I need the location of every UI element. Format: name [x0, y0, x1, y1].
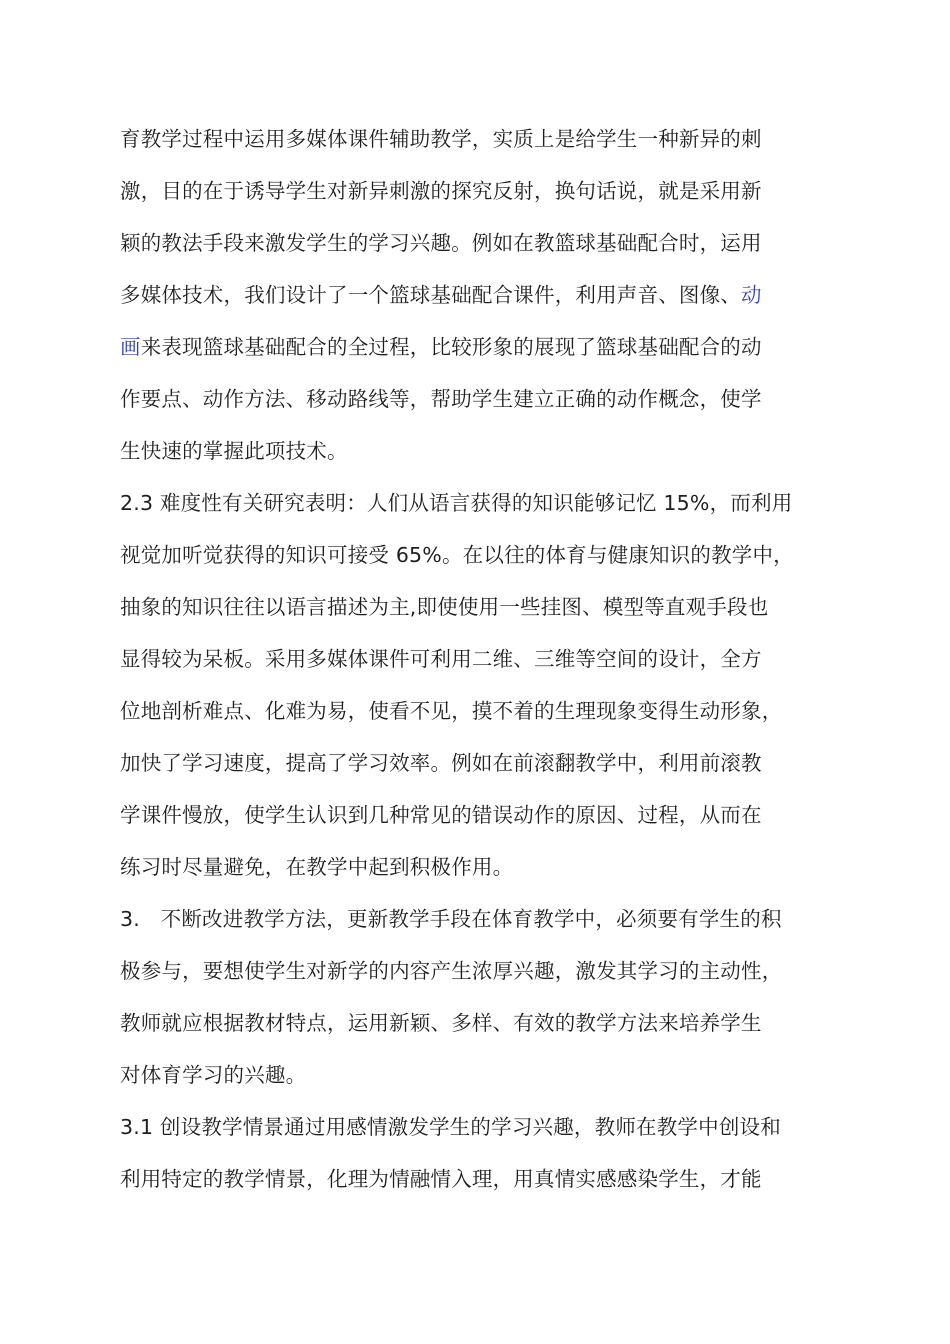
text-line: 学课件慢放，使学生认识到几种常见的错误动作的原因、过程，从而在	[120, 803, 762, 827]
text-line	[120, 332, 840, 362]
text-line: 练习时尽量避免，在教学中起到积极作用。	[120, 855, 514, 879]
text-line: 对体育学习的兴趣。	[120, 1063, 307, 1087]
text-line: 生快速的掌握此项技术。	[120, 439, 348, 463]
text-line: 视觉加听觉获得的知识可接受 65%。在以往的体育与健康知识的教学中，	[120, 543, 794, 567]
text-line: 育教学过程中运用多媒体课件辅助教学，实质上是给学生一种新异的刺	[120, 127, 762, 151]
text-line: 作要点、动作方法、移动路线等，帮助学生建立正确的动作概念，使学	[120, 387, 762, 411]
section-heading-3-1: 3.1 创设教学情景通过用感情激发学生的学习兴趣，教师在教学中创设和	[120, 1115, 781, 1139]
animation-link-part-1[interactable]: 动	[741, 283, 762, 307]
text-line: 颖的教法手段来激发学生的学习兴趣。例如在教篮球基础配合时，运用	[120, 231, 762, 255]
animation-link-part-2[interactable]: 画	[120, 335, 141, 359]
text-line: 利用特定的教学情景，化理为情融情入理，用真情实感感染学生，才能	[120, 1167, 762, 1191]
section-heading-3: 3. 不断改进教学方法，更新教学手段在体育教学中，必须要有学生的积	[120, 907, 782, 931]
section-heading-2-3: 2.3 难度性有关研究表明：人们从语言获得的知识能够记忆 15%，而利用	[120, 491, 793, 515]
text-line: 位地剖析难点、化难为易，使看不见，摸不着的生理现象变得生动形象，	[120, 699, 783, 723]
text-line: 教师就应根据教材特点，运用新颖、多样、有效的教学方法来培养学生	[120, 1011, 762, 1035]
text-line	[120, 280, 840, 310]
text-segment: 多媒体技术，我们设计了一个篮球基础配合课件，利用声音、图像、	[120, 283, 741, 307]
text-line: 极参与，要想使学生对新学的内容产生浓厚兴趣，激发其学习的主动性，	[120, 959, 783, 983]
text-line: 抽象的知识往往以语言描述为主,即使使用一些挂图、模型等直观手段也	[120, 595, 769, 619]
text-segment: 来表现篮球基础配合的全过程，比较形象的展现了篮球基础配合的动	[140, 335, 762, 359]
text-line: 显得较为呆板。采用多媒体课件可利用二维、三维等空间的设计，全方	[120, 647, 762, 671]
text-line: 激，目的在于诱导学生对新异刺激的探究反射，换句话说，就是采用新	[120, 179, 762, 203]
text-line: 加快了学习速度，提高了学习效率。例如在前滚翻教学中，利用前滚教	[120, 751, 762, 775]
